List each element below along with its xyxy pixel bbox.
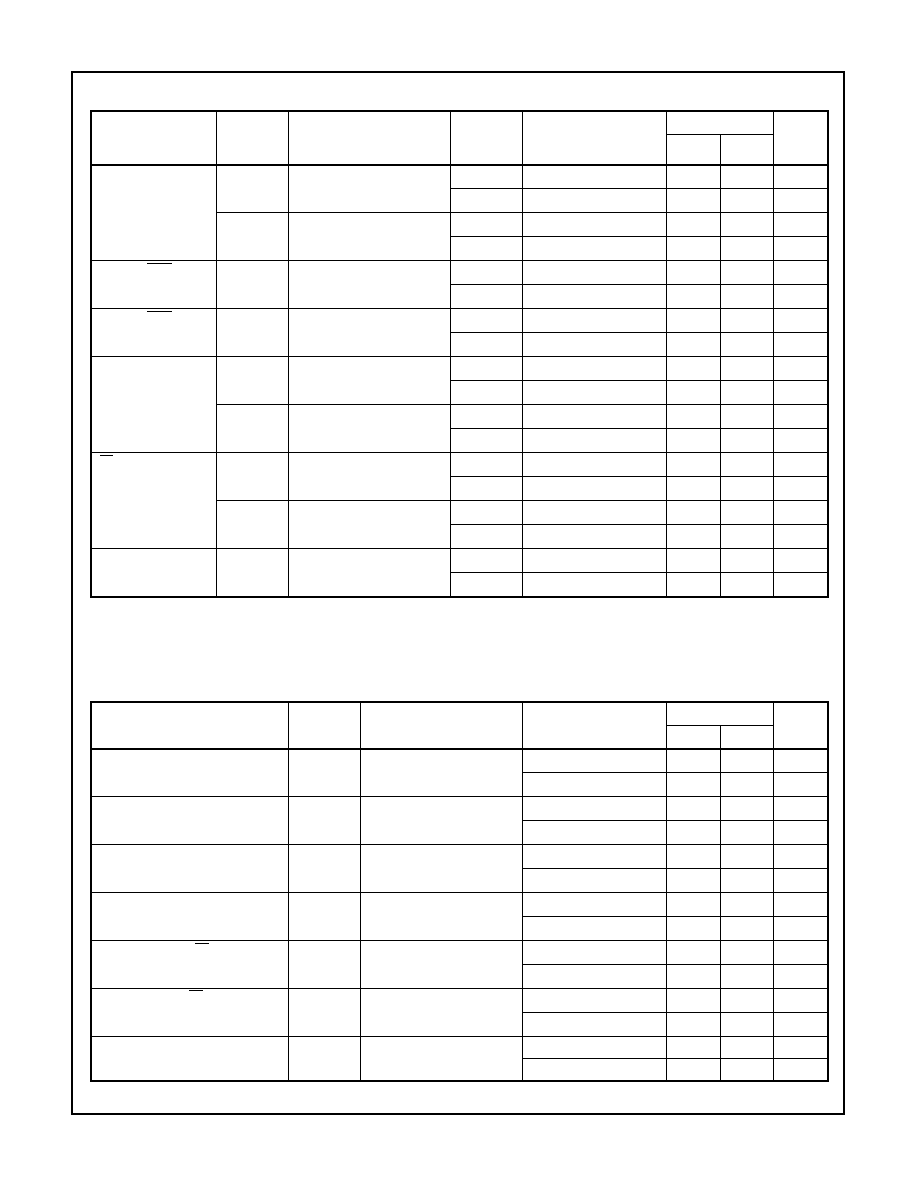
group-divider <box>216 404 450 405</box>
row-divider <box>450 500 829 501</box>
table-2 <box>90 701 829 1082</box>
row-divider <box>522 772 829 773</box>
overbar-mark <box>189 990 203 991</box>
body-column-divider <box>773 166 774 598</box>
parameter-divider <box>92 548 216 549</box>
header-column-divider <box>666 112 667 164</box>
body-column-divider <box>288 166 289 598</box>
group-divider <box>92 940 522 941</box>
body-column-divider <box>360 750 361 1082</box>
header-column-divider <box>773 703 774 748</box>
row-divider <box>450 260 829 261</box>
body-column-divider <box>522 166 523 598</box>
row-divider <box>522 940 829 941</box>
row-divider <box>522 868 829 869</box>
parameter-divider <box>92 308 216 309</box>
group-divider <box>92 844 522 845</box>
row-divider <box>522 1036 829 1037</box>
row-divider <box>450 308 829 309</box>
row-divider <box>450 452 829 453</box>
group-divider <box>216 212 450 213</box>
overbar-mark <box>147 263 172 264</box>
overbar-mark <box>147 311 172 312</box>
row-divider <box>522 796 829 797</box>
group-divider <box>92 796 522 797</box>
row-divider <box>450 428 829 429</box>
row-divider <box>522 964 829 965</box>
overbar-mark <box>195 943 209 944</box>
table-1 <box>90 110 829 598</box>
header-column-divider <box>288 112 289 164</box>
header-column-divider <box>450 112 451 164</box>
row-divider <box>522 820 829 821</box>
row-divider <box>522 844 829 845</box>
group-divider <box>92 1036 522 1037</box>
header-column-divider <box>773 112 774 164</box>
row-divider <box>450 212 829 213</box>
row-divider <box>450 284 829 285</box>
header-subcolumn-divider <box>720 134 721 164</box>
row-divider <box>450 404 829 405</box>
parameter-divider <box>92 260 216 261</box>
row-divider <box>522 1058 829 1059</box>
body-column-divider <box>450 166 451 598</box>
group-divider <box>92 988 522 989</box>
header-subcolumn-divider <box>720 725 721 748</box>
group-divider <box>216 356 450 357</box>
header-column-divider <box>216 112 217 164</box>
header-column-divider <box>666 703 667 748</box>
overbar-mark <box>100 455 113 456</box>
row-divider <box>450 332 829 333</box>
group-divider <box>216 548 450 549</box>
group-divider <box>216 308 450 309</box>
row-divider <box>450 380 829 381</box>
body-column-divider <box>720 166 721 598</box>
row-divider <box>450 476 829 477</box>
header-column-divider <box>522 112 523 164</box>
group-divider <box>92 892 522 893</box>
row-divider <box>450 548 829 549</box>
row-divider <box>450 572 829 573</box>
row-divider <box>450 356 829 357</box>
parameter-divider <box>92 356 216 357</box>
header-column-divider <box>360 703 361 748</box>
row-divider <box>450 236 829 237</box>
parameter-divider <box>92 452 216 453</box>
row-divider <box>450 524 829 525</box>
header-rule <box>92 164 827 166</box>
row-divider <box>522 892 829 893</box>
header-rule <box>92 748 827 750</box>
row-divider <box>522 916 829 917</box>
body-column-divider <box>288 750 289 1082</box>
row-divider <box>450 188 829 189</box>
header-column-divider <box>288 703 289 748</box>
body-column-divider <box>216 166 217 598</box>
row-divider <box>522 1012 829 1013</box>
group-divider <box>216 260 450 261</box>
header-column-divider <box>522 703 523 748</box>
row-divider <box>522 988 829 989</box>
body-column-divider <box>666 166 667 598</box>
group-divider <box>216 500 450 501</box>
group-divider <box>216 452 450 453</box>
